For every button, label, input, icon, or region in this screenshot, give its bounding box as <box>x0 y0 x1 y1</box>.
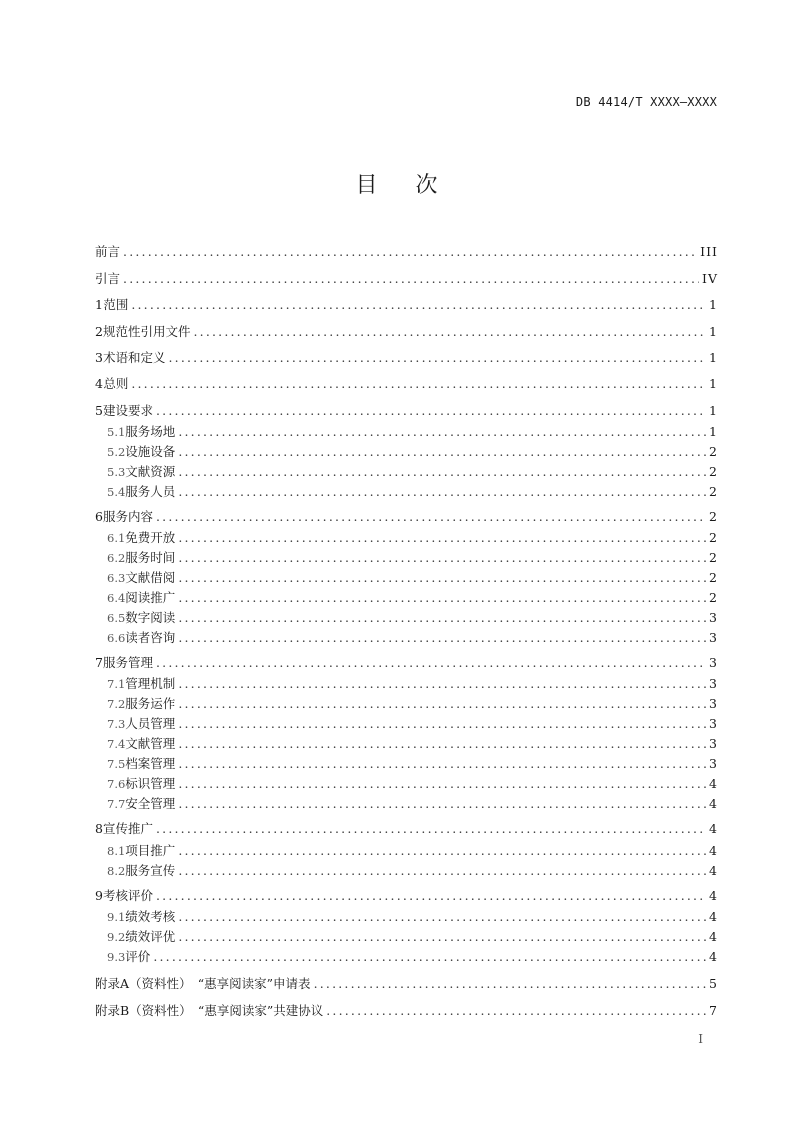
toc-entry-page: 3 <box>709 676 718 691</box>
toc-leader-dots <box>131 375 706 393</box>
toc-leader-dots <box>178 589 706 607</box>
toc-entry[interactable] <box>95 463 718 481</box>
toc-entry-page: 5 <box>709 976 718 991</box>
toc-entry-number: 5 <box>95 403 103 418</box>
toc-entry-page: 2 <box>709 484 718 499</box>
toc-entry[interactable] <box>95 349 718 367</box>
toc-entry-label: 绩效评优 <box>125 929 176 944</box>
toc-entry[interactable] <box>95 735 718 753</box>
toc-entry-number: 2 <box>95 324 103 339</box>
toc-entry-label: 管理机制 <box>125 676 176 691</box>
toc-leader-dots <box>178 569 706 587</box>
toc-leader-dots <box>178 695 706 713</box>
toc-entry-page: 2 <box>709 530 718 545</box>
toc-entry-label: 安全管理 <box>125 796 176 811</box>
toc-entry-number: 7.7 <box>107 797 126 811</box>
toc-leader-dots <box>178 842 706 860</box>
toc-entry-page: 1 <box>709 376 718 391</box>
toc-entry-label: 服务管理 <box>102 655 153 670</box>
toc-entry-label: 服务宣传 <box>125 863 176 878</box>
toc-entry-label: 服务时间 <box>125 550 176 565</box>
toc-entry-number: 8 <box>95 821 103 836</box>
toc-entry-label: 附录B（资料性） “惠享阅读家”共建协议 <box>95 1003 324 1018</box>
toc-entry[interactable] <box>95 795 718 813</box>
toc-leader-dots <box>168 349 706 367</box>
toc-entry-label: 项目推广 <box>125 843 176 858</box>
toc-entry[interactable] <box>95 589 718 607</box>
toc-entry-page: 3 <box>709 630 718 645</box>
toc-leader-dots <box>178 443 706 461</box>
toc-entry-page: 4 <box>709 929 718 944</box>
toc-entry[interactable] <box>95 820 718 838</box>
toc-leader-dots <box>326 1002 706 1020</box>
toc-entry-page: 2 <box>709 590 718 605</box>
toc-leader-dots <box>314 975 706 993</box>
toc-entry-label: 文献借阅 <box>125 570 176 585</box>
toc-entry-number: 5.3 <box>107 465 126 479</box>
toc-entry-label: 人员管理 <box>125 716 176 731</box>
toc-entry[interactable] <box>95 654 718 672</box>
toc-leader-dots <box>178 928 706 946</box>
toc-entry-label: 引言 <box>95 271 121 286</box>
toc-entry[interactable] <box>95 296 718 314</box>
toc-entry-number: 7 <box>95 655 103 670</box>
toc-leader-dots <box>156 402 706 420</box>
toc-entry-label: 建设要求 <box>102 403 153 418</box>
toc-entry-label: 服务人员 <box>125 484 176 499</box>
toc-entry-page: 2 <box>709 464 718 479</box>
toc-entry-page: 3 <box>709 655 718 670</box>
toc-entry[interactable] <box>95 529 718 547</box>
toc-entry-page: 3 <box>709 696 718 711</box>
toc-entry[interactable] <box>95 755 718 773</box>
toc-leader-dots <box>178 755 706 773</box>
toc-entry-page: 1 <box>709 297 718 312</box>
toc-entry[interactable] <box>95 928 718 946</box>
toc-leader-dots <box>178 423 706 441</box>
toc-entry-label: 服务内容 <box>102 509 153 524</box>
toc-entry-page: 2 <box>709 550 718 565</box>
toc-leader-dots <box>153 948 706 966</box>
toc-entry[interactable] <box>95 243 718 261</box>
toc-entry[interactable] <box>95 695 718 713</box>
toc-entry-number: 5.1 <box>107 425 126 439</box>
toc-entry-number: 7.1 <box>107 677 126 691</box>
toc-entry-page: 4 <box>709 821 718 836</box>
page-title: 目次 <box>355 173 476 198</box>
toc-entry[interactable] <box>95 323 718 341</box>
document-code: DB 4414/T XXXX—XXXX <box>575 95 717 109</box>
toc-entry-page: 3 <box>709 756 718 771</box>
toc-entry-label: 规范性引用文件 <box>102 324 191 339</box>
toc-entry-label: 考核评价 <box>102 888 153 903</box>
toc-leader-dots <box>178 775 706 793</box>
toc-entry[interactable] <box>95 908 718 926</box>
toc-entry-label: 绩效考核 <box>125 909 176 924</box>
toc-entry[interactable] <box>95 1002 718 1020</box>
toc-entry-page: 4 <box>709 843 718 858</box>
toc-entry-page: 4 <box>709 888 718 903</box>
toc-entry-number: 5.4 <box>107 485 126 499</box>
toc-entry-page: 3 <box>709 736 718 751</box>
toc-leader-dots <box>123 270 699 288</box>
toc-leader-dots <box>193 323 706 341</box>
toc-leader-dots <box>178 483 706 501</box>
toc-entry[interactable] <box>95 569 718 587</box>
toc-entry-number: 9.2 <box>107 930 126 944</box>
toc-entry[interactable] <box>95 775 718 793</box>
toc-entry-label: 免费开放 <box>125 530 176 545</box>
toc-entry-page: III <box>700 244 718 259</box>
toc-leader-dots <box>178 629 706 647</box>
toc-entry-label: 宣传推广 <box>102 821 153 836</box>
toc-entry[interactable] <box>95 270 718 288</box>
toc-entry[interactable] <box>95 675 718 693</box>
toc-entry-number: 1 <box>95 297 103 312</box>
toc-entry-number: 3 <box>95 350 103 365</box>
toc-leader-dots <box>178 795 706 813</box>
toc-entry[interactable] <box>95 549 718 567</box>
toc-entry-page: 2 <box>709 444 718 459</box>
toc-entry-number: 6 <box>95 509 103 524</box>
toc-entry[interactable] <box>95 629 718 647</box>
toc-entry-label: 标识管理 <box>125 776 176 791</box>
toc-entry-label: 术语和定义 <box>102 350 166 365</box>
toc-entry-page: 1 <box>709 350 718 365</box>
toc-entry-page: 1 <box>709 403 718 418</box>
toc-entry[interactable] <box>95 975 718 993</box>
toc-leader-dots <box>178 609 706 627</box>
toc-entry[interactable] <box>95 508 718 526</box>
toc-entry-label: 服务场地 <box>125 424 176 439</box>
toc-entry-number: 7.6 <box>107 777 126 791</box>
toc-entry[interactable] <box>95 715 718 733</box>
toc-entry[interactable] <box>95 842 718 860</box>
toc-entry-number: 6.3 <box>107 571 126 585</box>
toc-entry-number: 7.4 <box>107 737 126 751</box>
toc-entry-label: 设施设备 <box>125 444 176 459</box>
toc-entry-label: 数字阅读 <box>125 610 176 625</box>
toc-entry-number: 6.2 <box>107 551 126 565</box>
toc-leader-dots <box>178 549 706 567</box>
toc-entry-label: 附录A（资料性） “惠享阅读家”申请表 <box>95 976 311 991</box>
toc-entry-number: 7.2 <box>107 697 126 711</box>
toc-leader-dots <box>178 735 706 753</box>
toc-entry[interactable] <box>95 862 718 880</box>
toc-leader-dots <box>131 296 706 314</box>
toc-entry[interactable] <box>95 375 718 393</box>
toc-entry-page: 4 <box>709 863 718 878</box>
toc-entry-page: 1 <box>709 324 718 339</box>
toc-leader-dots <box>178 529 706 547</box>
toc-entry-page: 7 <box>709 1003 718 1018</box>
toc-entry-number: 6.5 <box>107 611 126 625</box>
toc-entry-number: 9 <box>95 888 103 903</box>
toc-entry-page: 4 <box>709 796 718 811</box>
toc-entry-label: 档案管理 <box>125 756 176 771</box>
toc-entry-label: 文献管理 <box>125 736 176 751</box>
toc-leader-dots <box>156 508 706 526</box>
toc-entry-page: 4 <box>709 949 718 964</box>
toc-entry-page: IV <box>702 271 718 286</box>
toc-entry-label: 范围 <box>103 297 129 312</box>
toc-entry[interactable] <box>95 483 718 501</box>
toc-entry-page: 2 <box>709 509 718 524</box>
toc-leader-dots <box>156 654 706 672</box>
toc-entry-label: 评价 <box>125 949 151 964</box>
toc-leader-dots <box>156 820 706 838</box>
toc-leader-dots <box>178 908 706 926</box>
toc-entry-number: 9.3 <box>107 950 126 964</box>
toc-entry-label: 阅读推广 <box>125 590 176 605</box>
toc-entry-page: 3 <box>709 610 718 625</box>
footer-page-number: I <box>698 1032 703 1046</box>
toc-entry-number: 6.1 <box>107 531 126 545</box>
toc-entry-number: 9.1 <box>107 910 126 924</box>
toc-entry-number: 4 <box>95 376 103 391</box>
toc-leader-dots <box>156 887 706 905</box>
toc-entry-page: 2 <box>709 570 718 585</box>
toc-entry-number: 8.1 <box>107 844 126 858</box>
toc-entry-label: 读者咨询 <box>125 630 176 645</box>
toc-leader-dots <box>178 675 706 693</box>
toc-entry-number: 5.2 <box>107 445 126 459</box>
toc-leader-dots <box>178 862 706 880</box>
toc-leader-dots <box>178 463 706 481</box>
toc-entry-number: 6.4 <box>107 591 126 605</box>
toc-entry-label: 总则 <box>103 376 129 391</box>
toc-entry-page: 4 <box>709 776 718 791</box>
toc-entry[interactable] <box>95 402 718 420</box>
toc-entry[interactable] <box>95 609 718 627</box>
toc-entry-page: 1 <box>709 424 718 439</box>
toc-entry-page: 4 <box>709 909 718 924</box>
toc-entry-label: 文献资源 <box>125 464 176 479</box>
toc-entry-number: 7.3 <box>107 717 126 731</box>
toc-entry-label: 前言 <box>95 244 121 259</box>
toc-leader-dots <box>123 243 697 261</box>
toc-entry-label: 服务运作 <box>125 696 176 711</box>
toc-leader-dots <box>178 715 706 733</box>
toc-entry[interactable] <box>95 948 718 966</box>
toc-entry-number: 7.5 <box>107 757 126 771</box>
toc-entry-page: 3 <box>709 716 718 731</box>
toc-entry-number: 8.2 <box>107 864 126 878</box>
toc-entry[interactable] <box>95 423 718 441</box>
toc-entry[interactable] <box>95 887 718 905</box>
toc-entry[interactable] <box>95 443 718 461</box>
toc-entry-number: 6.6 <box>107 631 126 645</box>
